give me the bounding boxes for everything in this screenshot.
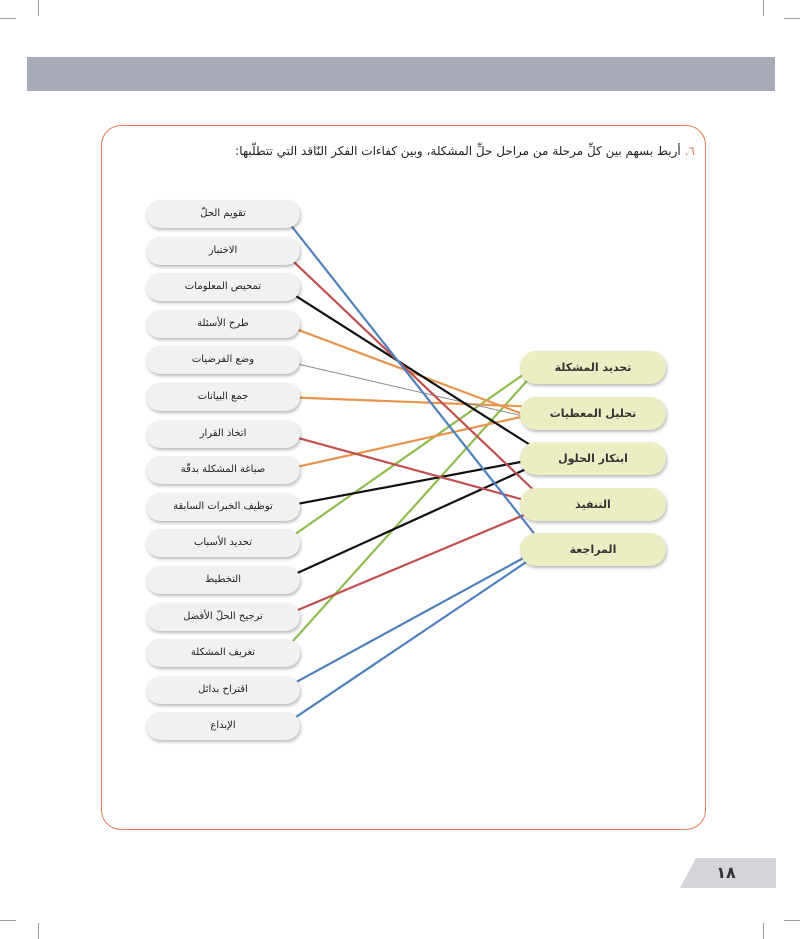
competency-item[interactable]: تقويم الحلّ [146,200,300,228]
connection-arrow[interactable] [282,434,539,504]
competency-item[interactable]: تمحيص المعلومات [146,273,300,301]
stage-item[interactable]: تحليل المعطيات [520,397,666,430]
stage-item[interactable]: ابتكار الحلول [520,442,666,475]
connection-arrow[interactable] [282,550,539,690]
connection-arrow[interactable] [282,214,542,544]
competency-item[interactable]: ترجيح الحلّ الأفضل [146,603,300,631]
competency-item[interactable]: صياغة المشكلة بدقّة [146,456,300,484]
connection-arrow[interactable] [282,459,539,507]
question-text: أربط بسهم بين كلِّ مرحلة من مراحل حلِّ المشكلة، وبين كفاءات الفكر النّاقد التي تتطلّبها: [235,144,681,158]
stage-item[interactable]: التنفيذ [520,488,666,521]
competency-item[interactable]: التخطيط [146,566,300,594]
competency-item[interactable]: توظيف الخبرات السابقة [146,493,300,521]
competency-item[interactable]: تحديد الأسباب [146,529,300,557]
competency-item[interactable]: الإبداع [146,712,300,740]
stage-item[interactable]: تحديد المشكلة [520,351,666,384]
competency-item[interactable]: اقتراح بدائل [146,676,300,704]
competency-item[interactable]: اتخاذ القرار [146,420,300,448]
competency-item[interactable]: الاختبار [146,237,300,265]
competency-item[interactable]: طرح الأسئلة [146,310,300,338]
stage-item[interactable]: المراجعة [520,533,666,566]
connection-arrow[interactable] [282,413,539,470]
connection-arrow[interactable] [282,362,542,544]
connection-arrow[interactable] [282,397,542,407]
competency-item[interactable]: تعريف المشكلة [146,639,300,667]
page-number: ١٨ [716,863,736,882]
question-number: ٦. [684,144,695,158]
connection-arrow[interactable] [282,556,536,727]
competency-item[interactable]: وضع الفرضيات [146,346,300,374]
competency-item[interactable]: جمع البيانات [146,383,300,411]
